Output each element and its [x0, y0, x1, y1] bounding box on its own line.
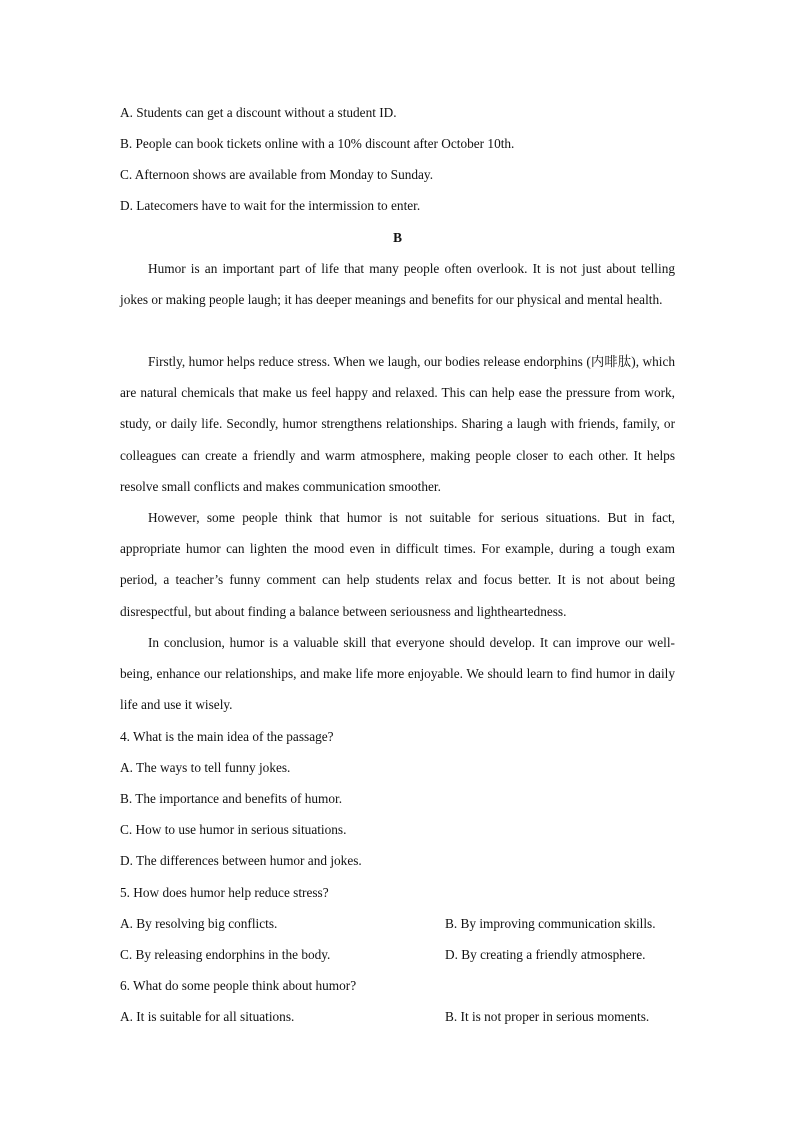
passage-paragraph-3: However, some people think that humor is not suitable for serious situations. But in fact, appropriate humor can lighten the mood even in difficult times. For example, during a tough exam period, a teacher’s funny comment can help students relax and focus better. It is not about being disrespectful, but about finding a balance between seriousness and lightheartedness. [120, 510, 675, 619]
prev-option-d: D. Latecomers have to wait for the intermission to enter. [120, 198, 421, 213]
passage-paragraph-2: Firstly, humor helps reduce stress. When we laugh, our bodies release endorphins (内啡肽), which are natural chemicals that make us feel happy and relaxed. This can help ease the pressure from work, study, or daily life. Secondly, humor strengthens relationships. Sharing a laugh with friends, family, or colleagues can create a friendly and warm atmosphere, making people closer to each other. It helps resolve small conflicts and makes communication smoother. [120, 354, 675, 494]
question-6-option-a: A. It is suitable for all situations. [120, 1009, 295, 1024]
question-5-option-b: B. By improving communication skills. [445, 916, 656, 931]
section-heading: B [393, 230, 402, 245]
prev-option-b: B. People can book tickets online with a 10% discount after October 10th. [120, 136, 515, 151]
question-4-option-d: D. The differences between humor and jokes. [120, 853, 362, 868]
prev-option-c: C. Afternoon shows are available from Monday to Sunday. [120, 167, 434, 182]
question-4-option-a: A. The ways to tell funny jokes. [120, 760, 291, 775]
question-5-stem: 5. How does humor help reduce stress? [120, 885, 329, 900]
passage-paragraph-4: In conclusion, humor is a valuable skill that everyone should develop. It can improve our well-being, enhance our relationships, and make life more enjoyable. We should learn to find humor in daily life and use it wisely. [120, 635, 675, 713]
question-4-stem: 4. What is the main idea of the passage? [120, 729, 334, 744]
question-6-stem: 6. What do some people think about humor? [120, 978, 357, 993]
question-5-option-c: C. By releasing endorphins in the body. [120, 947, 331, 962]
question-5-option-a: A. By resolving big conflicts. [120, 916, 278, 931]
passage-paragraph-1: Humor is an important part of life that many people often overlook. It is not just about telling jokes or making people laugh; it has deeper meanings and benefits for our physical and mental health. [120, 261, 675, 308]
question-6-option-b: B. It is not proper in serious moments. [445, 1009, 650, 1024]
question-5-option-d: D. By creating a friendly atmosphere. [445, 947, 646, 962]
prev-option-a: A. Students can get a discount without a student ID. [120, 105, 397, 120]
question-4-option-c: C. How to use humor in serious situations. [120, 822, 347, 837]
question-4-option-b: B. The importance and benefits of humor. [120, 791, 343, 806]
